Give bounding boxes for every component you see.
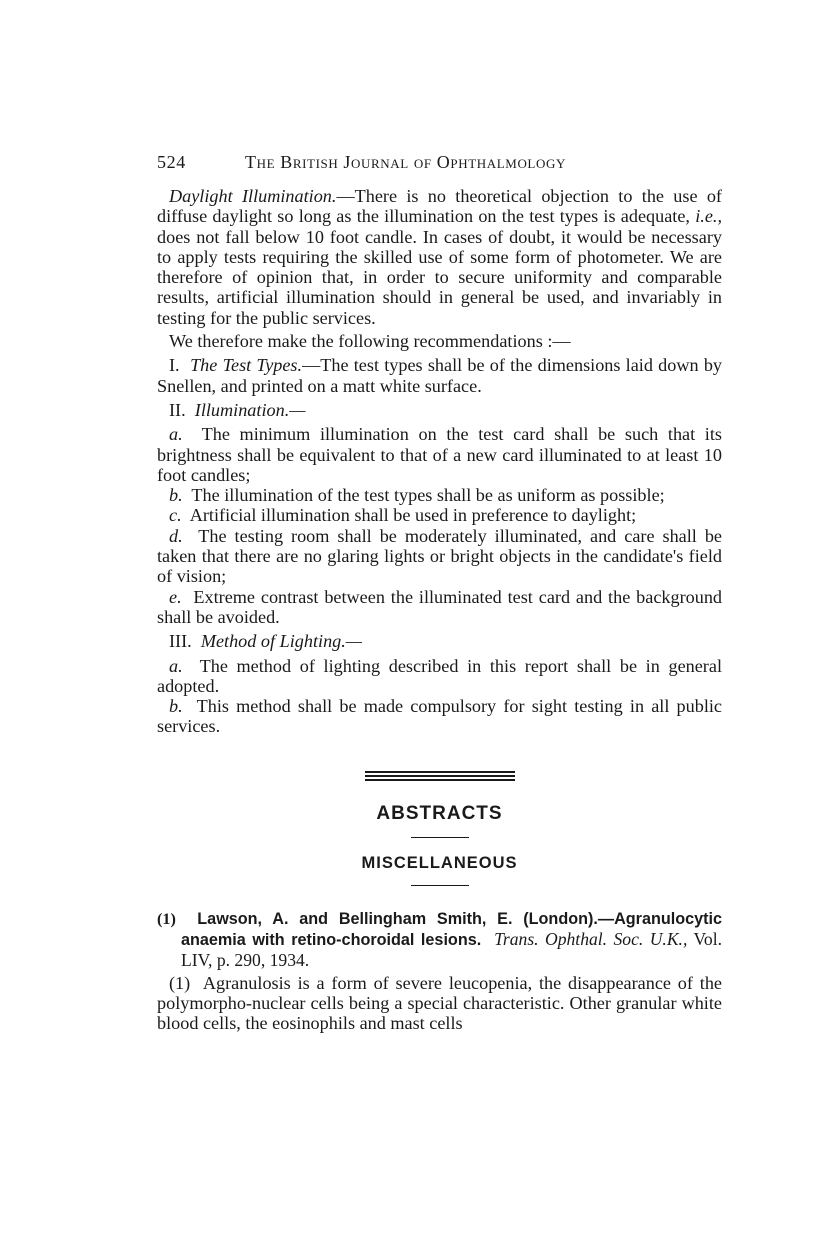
daylight-body-2: does not fall below 10 foot candle. In cases of doubt, it would be necessary to apply tests requiring the skilled use of some form of photometer. We are therefore of opinion that, in order to secure uniformity and comparable results, artificial illumination should in general be used, and invariably in testing for the public services.: [157, 226, 722, 328]
divider-line: [365, 775, 515, 777]
section-3-numeral: III.: [169, 631, 192, 652]
item-letter: b.: [169, 696, 183, 717]
abstract-authors-title: Lawson, A. and Bellingham Smith, E. (London).—Agranulocytic anaemia with retino-choroidal lesions.: [181, 909, 723, 950]
section-1-body: —The test types shall be of the dimensions laid down by Snellen, and printed on a matt white surface.: [157, 355, 723, 396]
section-1-title: The Test Types.: [190, 355, 303, 376]
section-3-item-b: [157, 696, 722, 737]
daylight-paragraph: [157, 186, 722, 328]
section-3-item-a: [157, 656, 722, 697]
daylight-ie: i.e.,: [695, 206, 722, 227]
abstract-body: [157, 973, 722, 1034]
section-2-numeral: II.: [169, 399, 186, 420]
item-letter: a.: [169, 655, 183, 676]
item-letter: c.: [169, 505, 182, 526]
page-number: 524: [157, 152, 186, 172]
section-3-title: Method of Lighting.—: [200, 631, 362, 652]
miscellaneous-heading: MISCELLANEOUS: [361, 853, 518, 872]
item-text: The testing room shall be moderately illuminated, and care shall be taken that there are no glaring lights or bright objects in the candidate's field of vision;: [157, 525, 722, 587]
section-2-item-a: [157, 424, 722, 485]
abstracts-heading: ABSTRACTS: [376, 802, 503, 824]
daylight-heading: Daylight Illumination.: [169, 186, 337, 206]
section-2-heading: [157, 400, 722, 420]
item-letter: d.: [169, 525, 183, 546]
abstract-number: (1): [157, 909, 176, 928]
section-2-item-d: [157, 526, 722, 587]
section-2-title: Illumination.—: [194, 399, 306, 420]
item-letter: e.: [169, 586, 182, 607]
item-letter: b.: [169, 485, 183, 506]
item-text: The minimum illumination on the test card shall be such that its brightness shall be equivalent to that of a new card illuminated to at least 10 foot candles;: [157, 424, 722, 485]
section-2-item-e: [157, 587, 722, 628]
item-text: Artificial illumination shall be used in preference to daylight;: [189, 505, 637, 526]
section-3-heading: [157, 631, 722, 651]
item-text: The method of lighting described in this report shall be in general adopted.: [157, 655, 722, 696]
section-1-paragraph: [157, 355, 722, 396]
item-text: Extreme contrast between the illuminated test card and the background shall be avoided.: [157, 586, 723, 627]
divider-line: [365, 779, 515, 781]
section-divider: [365, 771, 515, 781]
journal-title: The British Journal of Ophthalmology: [245, 152, 566, 172]
daylight-body: —There is no theoretical objection to the use of diffuse daylight so long as the illumination on the test types is adequate,: [157, 186, 722, 227]
abstract-citation: [157, 908, 722, 971]
abstract-body-number: (1): [169, 972, 191, 993]
abstract-journal: Trans. Ophthal. Soc. U.K.,: [494, 929, 688, 950]
journal-page: [157, 150, 722, 1034]
abstract-volume: Vol. LIV, p. 290, 1934.: [181, 929, 722, 971]
abstract-body-text: Agranulosis is a form of severe leucopenia, the disappearance of the polymorpho-nuclear cells being a special characteristic. Other granular white blood cells, the eosinophils and mast cells: [157, 972, 722, 1034]
section-1-numeral: I.: [169, 355, 180, 376]
divider-line: [365, 771, 515, 773]
section-2-item-b: [157, 485, 722, 505]
item-text: This method shall be made compulsory for sight testing in all public services.: [157, 696, 723, 737]
section-2-item-c: [157, 505, 722, 525]
recommendations-intro: We therefore make the following recommendations :—: [169, 331, 571, 352]
short-rule: [411, 837, 469, 838]
item-text: The illumination of the test types shall be as uniform as possible;: [191, 485, 665, 506]
running-head: [157, 150, 722, 178]
short-rule: [411, 885, 469, 886]
item-letter: a.: [169, 424, 183, 445]
